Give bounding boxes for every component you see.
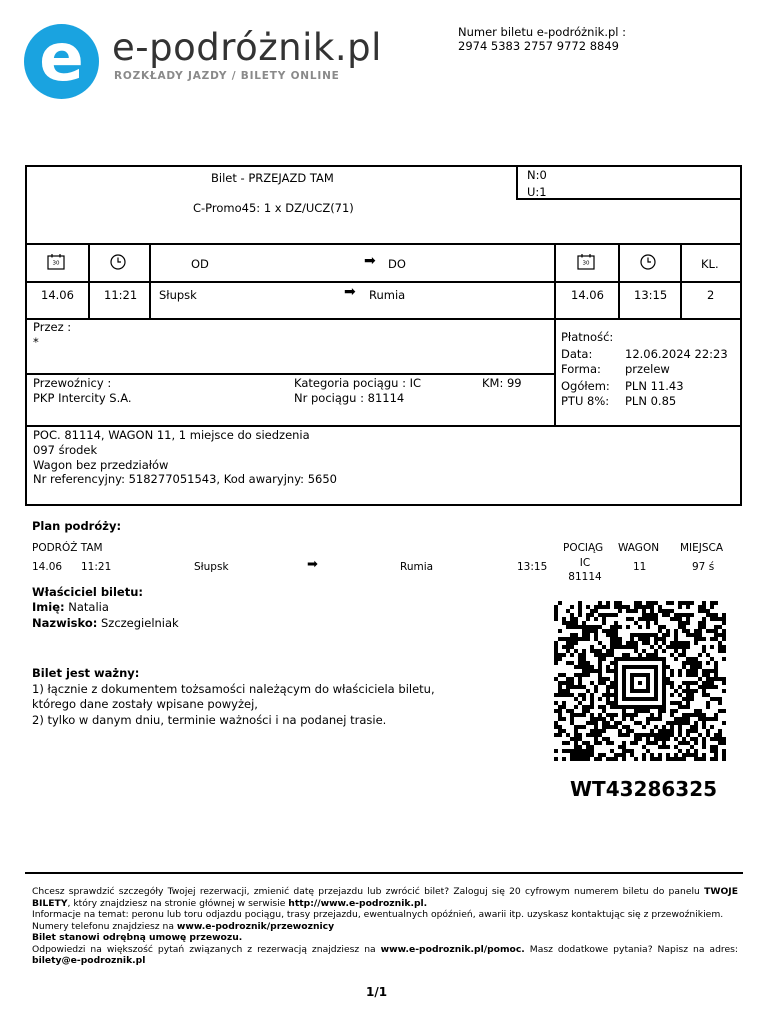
- payment-date-label: Data:: [561, 347, 593, 361]
- calendar-icon: [577, 254, 595, 270]
- detail-line: Wagon bez przedziałów: [33, 458, 169, 472]
- payment-form: przelew: [625, 362, 670, 376]
- plan-seat: 97 ś: [692, 561, 715, 573]
- arrow-right-icon: ➡: [344, 284, 356, 300]
- ticket-code: WT43286325: [570, 777, 718, 801]
- aztec-code: [554, 601, 726, 761]
- detail-line: POC. 81114, WAGON 11, 1 miejsce do siedzenia: [33, 428, 310, 442]
- arr-date: 14.06: [571, 288, 604, 302]
- brand-tagline: ROZKŁADY JAZDY / BILETY ONLINE: [114, 70, 340, 82]
- class-value: 2: [707, 288, 715, 302]
- carriers-label: Przewoźnicy :: [33, 376, 112, 390]
- plan-dep: 11:21: [81, 561, 112, 573]
- plan-title: Plan podróży:: [32, 519, 122, 533]
- plan-from: Słupsk: [194, 561, 229, 573]
- ticket-number-label: Numer biletu e-podróżnik.pl :: [458, 25, 627, 39]
- to-station: Rumia: [369, 288, 406, 302]
- brand-logo-letter: e: [39, 19, 84, 96]
- train-category: Kategoria pociągu : IC: [294, 376, 422, 390]
- arr-time: 13:15: [634, 288, 668, 302]
- footer-text: Chcesz sprawdzić szczegóły Twojej rezerwacji, zmienić datę przejazdu lub zwrócić bilet? Zaloguj się 20 cyfrowym numerem biletu do panelu TWOJE BILETY, który znajdziesz na stronie głównej w serwisie http://www.e-podroznik.pl. Informacje na temat: peronu lub toru odjazdu pociągu, trasy przejazdu, ewentualnych opóźnień, awarii itp. uzyskasz kontaktując się z przewoźnikiem. Numery telefonu znajdziesz na www.e-podroznik/przewoznicy Bilet stanowi odrębną umowę przewozu. Odpowiedzi na większość pytań związanych z rezerwacją znajdziesz na www.e-podroznik.pl/pomoc. Masz dodatkowe pytania? Napisz na adres: bilety@e-podroznik.pl: [32, 886, 739, 966]
- ticket-number: 2974 5383 2757 9772 8849: [458, 39, 619, 53]
- owner-title: Właściciel biletu:: [32, 585, 144, 599]
- payment-label: Płatność:: [561, 330, 614, 344]
- dep-date: 14.06: [41, 288, 74, 302]
- plan-train-cat: IC: [579, 557, 591, 569]
- calendar-icon: [47, 254, 65, 270]
- via-label: Przez :: [33, 320, 72, 334]
- brand-logo: [24, 19, 99, 99]
- u-label: U:1: [527, 185, 547, 199]
- validity-title: Bilet jest ważny:: [32, 666, 140, 680]
- col-to: DO: [388, 257, 406, 271]
- n-label: N:0: [527, 168, 547, 182]
- ticket-title: Bilet - PRZEJAZD TAM: [211, 171, 334, 185]
- plan-to: Rumia: [400, 561, 434, 573]
- train-number: Nr pociągu : 81114: [294, 391, 405, 405]
- plan-arr: 13:15: [517, 561, 548, 573]
- plan-wagon: 11: [633, 561, 647, 573]
- arrow-right-icon: ➡: [364, 253, 376, 269]
- plan-train-no: 81114: [568, 571, 602, 583]
- payment-date: 12.06.2024 22:23: [625, 347, 728, 361]
- validity-line: 1) łącznie z dokumentem tożsamości należącym do właściciela biletu,: [32, 682, 435, 696]
- validity-line: którego dane zostały wpisane powyżej,: [32, 697, 258, 711]
- via-value: *: [33, 335, 39, 349]
- payment-vat: PLN 0.85: [625, 394, 677, 408]
- plan-col-seats: MIEJSCA: [680, 542, 724, 554]
- carrier: PKP Intercity S.A.: [33, 391, 132, 405]
- svg-text:30: 30: [582, 260, 590, 267]
- col-class: KL.: [701, 257, 719, 271]
- owner-last: Nazwisko: Szczegielniak: [32, 616, 179, 630]
- svg-text:30: 30: [52, 260, 60, 267]
- from-station: Słupsk: [159, 288, 197, 302]
- detail-line: 097 środek: [33, 443, 98, 457]
- col-from: OD: [191, 257, 209, 271]
- clock-icon: [640, 254, 656, 270]
- dep-time: 11:21: [104, 288, 138, 302]
- ticket-box: [25, 165, 742, 506]
- validity-line: 2) tylko w danym dniu, terminie ważności i na podanej trasie.: [32, 713, 387, 727]
- km: KM: 99: [482, 376, 522, 390]
- arrow-right-icon: ➡: [307, 557, 318, 572]
- payment-vat-label: PTU 8%:: [561, 394, 610, 408]
- plan-date: 14.06: [32, 561, 63, 573]
- page-number: 1/1: [366, 985, 388, 999]
- payment-total: PLN 11.43: [625, 379, 684, 393]
- plan-col-wagon: WAGON: [618, 542, 660, 554]
- tariff: C-Promo45: 1 x DZ/UCZ(71): [193, 201, 354, 215]
- payment-form-label: Forma:: [561, 362, 601, 376]
- plan-col-train: POCIĄG: [563, 542, 604, 554]
- plan-section: PODRÓŻ TAM: [32, 542, 103, 554]
- clock-icon: [110, 254, 126, 270]
- brand-name: e-podróżnik.pl: [112, 26, 382, 69]
- detail-line: Nr referencyjny: 518277051543, Kod awaryjny: 5650: [33, 472, 337, 486]
- owner-first: Imię: Natalia: [32, 600, 109, 614]
- payment-total-label: Ogółem:: [561, 379, 610, 393]
